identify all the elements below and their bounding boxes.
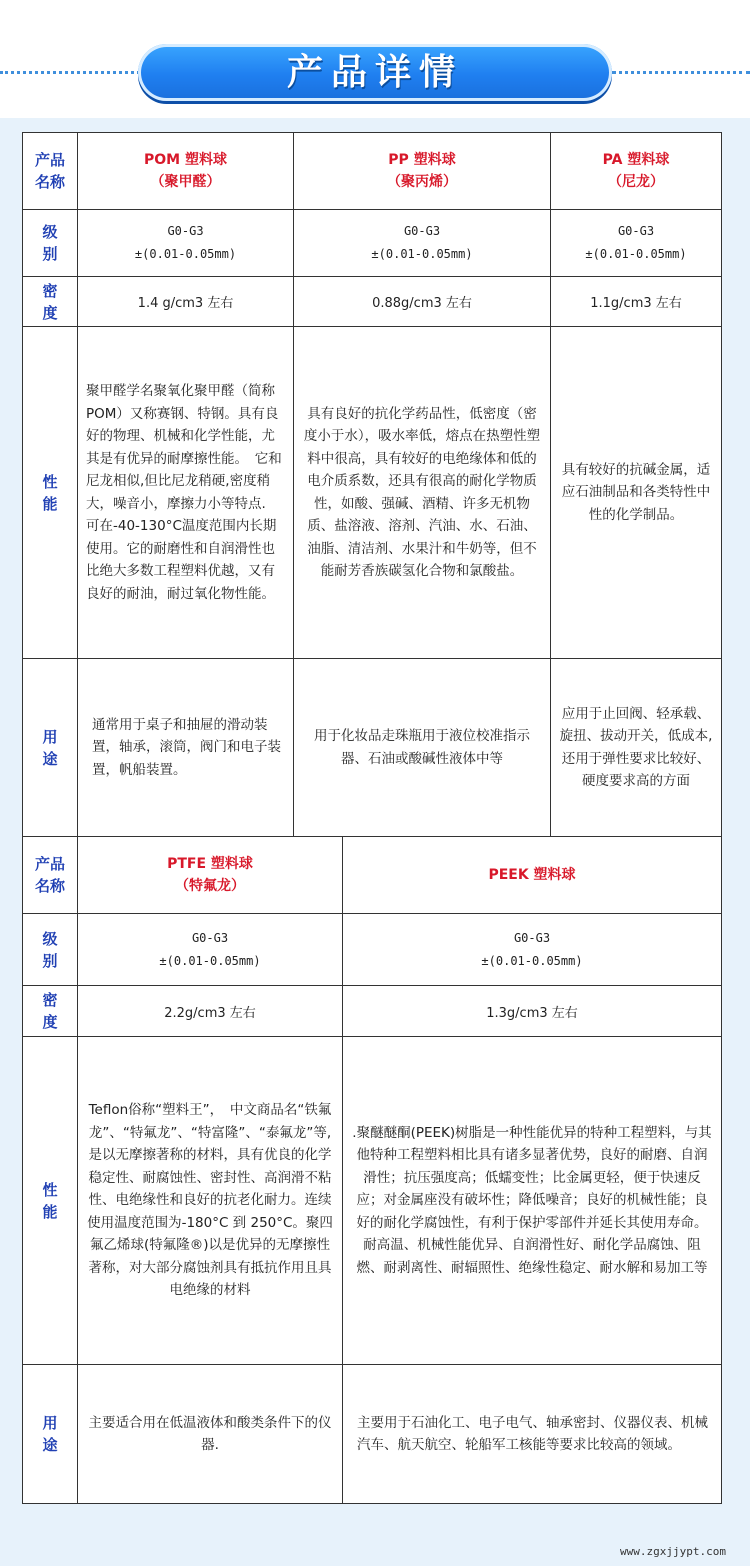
usage-pom: 通常用于桌子和抽屉的滑动装置，轴承，滚筒，阀门和电子装置，帆船装置。 <box>78 659 294 837</box>
label-usage-2: 用 途 <box>23 1365 78 1504</box>
usage-peek: 主要用于石油化工、电子电气、轴承密封、仪器仪表、机械汽车、航天航空、轮船军工核能等要求比较高的领域。 <box>343 1365 722 1504</box>
grade-pp: G0-G3 ±(0.01-0.05mm) <box>294 210 551 277</box>
row-usage <box>23 659 722 837</box>
property-pp: 具有良好的抗化学药品性，低密度（密度小于水），吸水率低，熔点在热塑性塑料中很高，具有较好的电绝缘体和低的电介质系数，还具有很高的耐化学物质性，如酸、强碱、酒精、许多无机物质、盐溶液、溶剂、汽油、水、石油、油脂、清洁剂、水果汁和牛奶等，但不能耐芳香族碳氢化合物和氯酸盐。 <box>294 327 551 659</box>
row-property-2 <box>23 1037 722 1365</box>
label-density-2: 密 度 <box>23 986 78 1037</box>
density-pa: 1.1g/cm3 左右 <box>551 277 722 327</box>
product-table-1 <box>22 132 722 837</box>
grade-pa: G0-G3 ±(0.01-0.05mm) <box>551 210 722 277</box>
label-property: 性 能 <box>23 327 78 659</box>
label-name-2: 产品 名称 <box>23 837 78 914</box>
label-property-2: 性 能 <box>23 1037 78 1365</box>
row-grade-2 <box>23 914 722 986</box>
tables-area <box>0 118 750 1566</box>
site-watermark: www.zgxjjypt.com <box>620 1545 726 1558</box>
property-peek: .聚醚醚酮(PEEK)树脂是一种性能优异的特种工程塑料，与其他特种工程塑料相比具有诸多显著优势，良好的耐磨、自润滑性；抗压强度高；低蠕变性；比金属更轻，便于快速反应；对金属座没有破坏性；降低噪音；良好的机械性能；良好的耐化学腐蚀性，有利于保护零部件并延长其使用寿命。耐高温、机械性能优异、自润滑性好、耐化学品腐蚀、阻燃、耐剥离性、耐辐照性、绝缘性稳定、耐水解和易加工等 <box>343 1037 722 1365</box>
label-name: 产品 名称 <box>23 133 78 210</box>
density-pp: 0.88g/cm3 左右 <box>294 277 551 327</box>
product-name-ptfe: PTFE 塑料球 （特氟龙） <box>78 837 343 914</box>
product-name-pom: POM 塑料球 （聚甲醛） <box>78 133 294 210</box>
density-peek: 1.3g/cm3 左右 <box>343 986 722 1037</box>
page-title: 产品详情 <box>286 52 463 93</box>
row-density-2 <box>23 986 722 1037</box>
dotted-line-left <box>0 71 140 74</box>
page-header <box>0 0 750 118</box>
usage-pa: 应用于止回阀、轻承载、旋扭、拔动开关，低成本,还用于弹性要求比较好、硬度要求高的方面 <box>551 659 722 837</box>
product-name-pa: PA 塑料球 （尼龙） <box>551 133 722 210</box>
product-name-peek: PEEK 塑料球 <box>343 837 722 914</box>
grade-ptfe: G0-G3 ±(0.01-0.05mm) <box>78 914 343 986</box>
grade-peek: G0-G3 ±(0.01-0.05mm) <box>343 914 722 986</box>
product-name-pp: PP 塑料球 （聚丙烯） <box>294 133 551 210</box>
property-pa: 具有较好的抗碱金属，适应石油制品和各类特性中性的化学制品。 <box>551 327 722 659</box>
usage-pp: 用于化妆品走珠瓶用于液位校准指示器、石油或酸碱性液体中等 <box>294 659 551 837</box>
row-usage-2 <box>23 1365 722 1504</box>
row-name-2 <box>23 837 722 914</box>
label-density: 密 度 <box>23 277 78 327</box>
label-usage: 用 途 <box>23 659 78 837</box>
row-property <box>23 327 722 659</box>
row-density <box>23 277 722 327</box>
title-banner <box>138 44 612 101</box>
label-grade: 级 别 <box>23 210 78 277</box>
density-ptfe: 2.2g/cm3 左右 <box>78 986 343 1037</box>
usage-ptfe: 主要适合用在低温液体和酸类条件下的仪器. <box>78 1365 343 1504</box>
dotted-line-right <box>612 71 750 74</box>
label-grade-2: 级 别 <box>23 914 78 986</box>
product-table-2 <box>22 836 722 1504</box>
row-grade <box>23 210 722 277</box>
row-name <box>23 133 722 210</box>
density-pom: 1.4 g/cm3 左右 <box>78 277 294 327</box>
property-pom: 聚甲醛学名聚氧化聚甲醛（简称POM）又称赛钢、特钢。具有良好的物理、机械和化学性能，尤其是有优异的耐摩擦性能。 它和尼龙相似,但比尼龙稍硬,密度稍大，噪音小，摩擦力小等特点. 可在-40-130°C温度范围内长期使用。它的耐磨性和自润滑性也比绝大多数工程塑料优越，又有良好的耐油，耐过氧化物性能。 <box>78 327 294 659</box>
property-ptfe: Teflon俗称“塑料王”， 中文商品名“铁氟龙”、“特氟龙”、“特富隆”、“泰氟龙”等,是以无摩擦著称的材料，具有优良的化学稳定性、耐腐蚀性、密封性、高润滑不粘性、电绝缘性和良好的抗老化耐力。连续使用温度范围为-180°C 到 250°C。聚四氟乙烯球(特氟隆®)以是优异的无摩擦性著称，对大部分腐蚀剂具有抵抗作用且具电绝缘的材料 <box>78 1037 343 1365</box>
grade-pom: G0-G3 ±(0.01-0.05mm) <box>78 210 294 277</box>
